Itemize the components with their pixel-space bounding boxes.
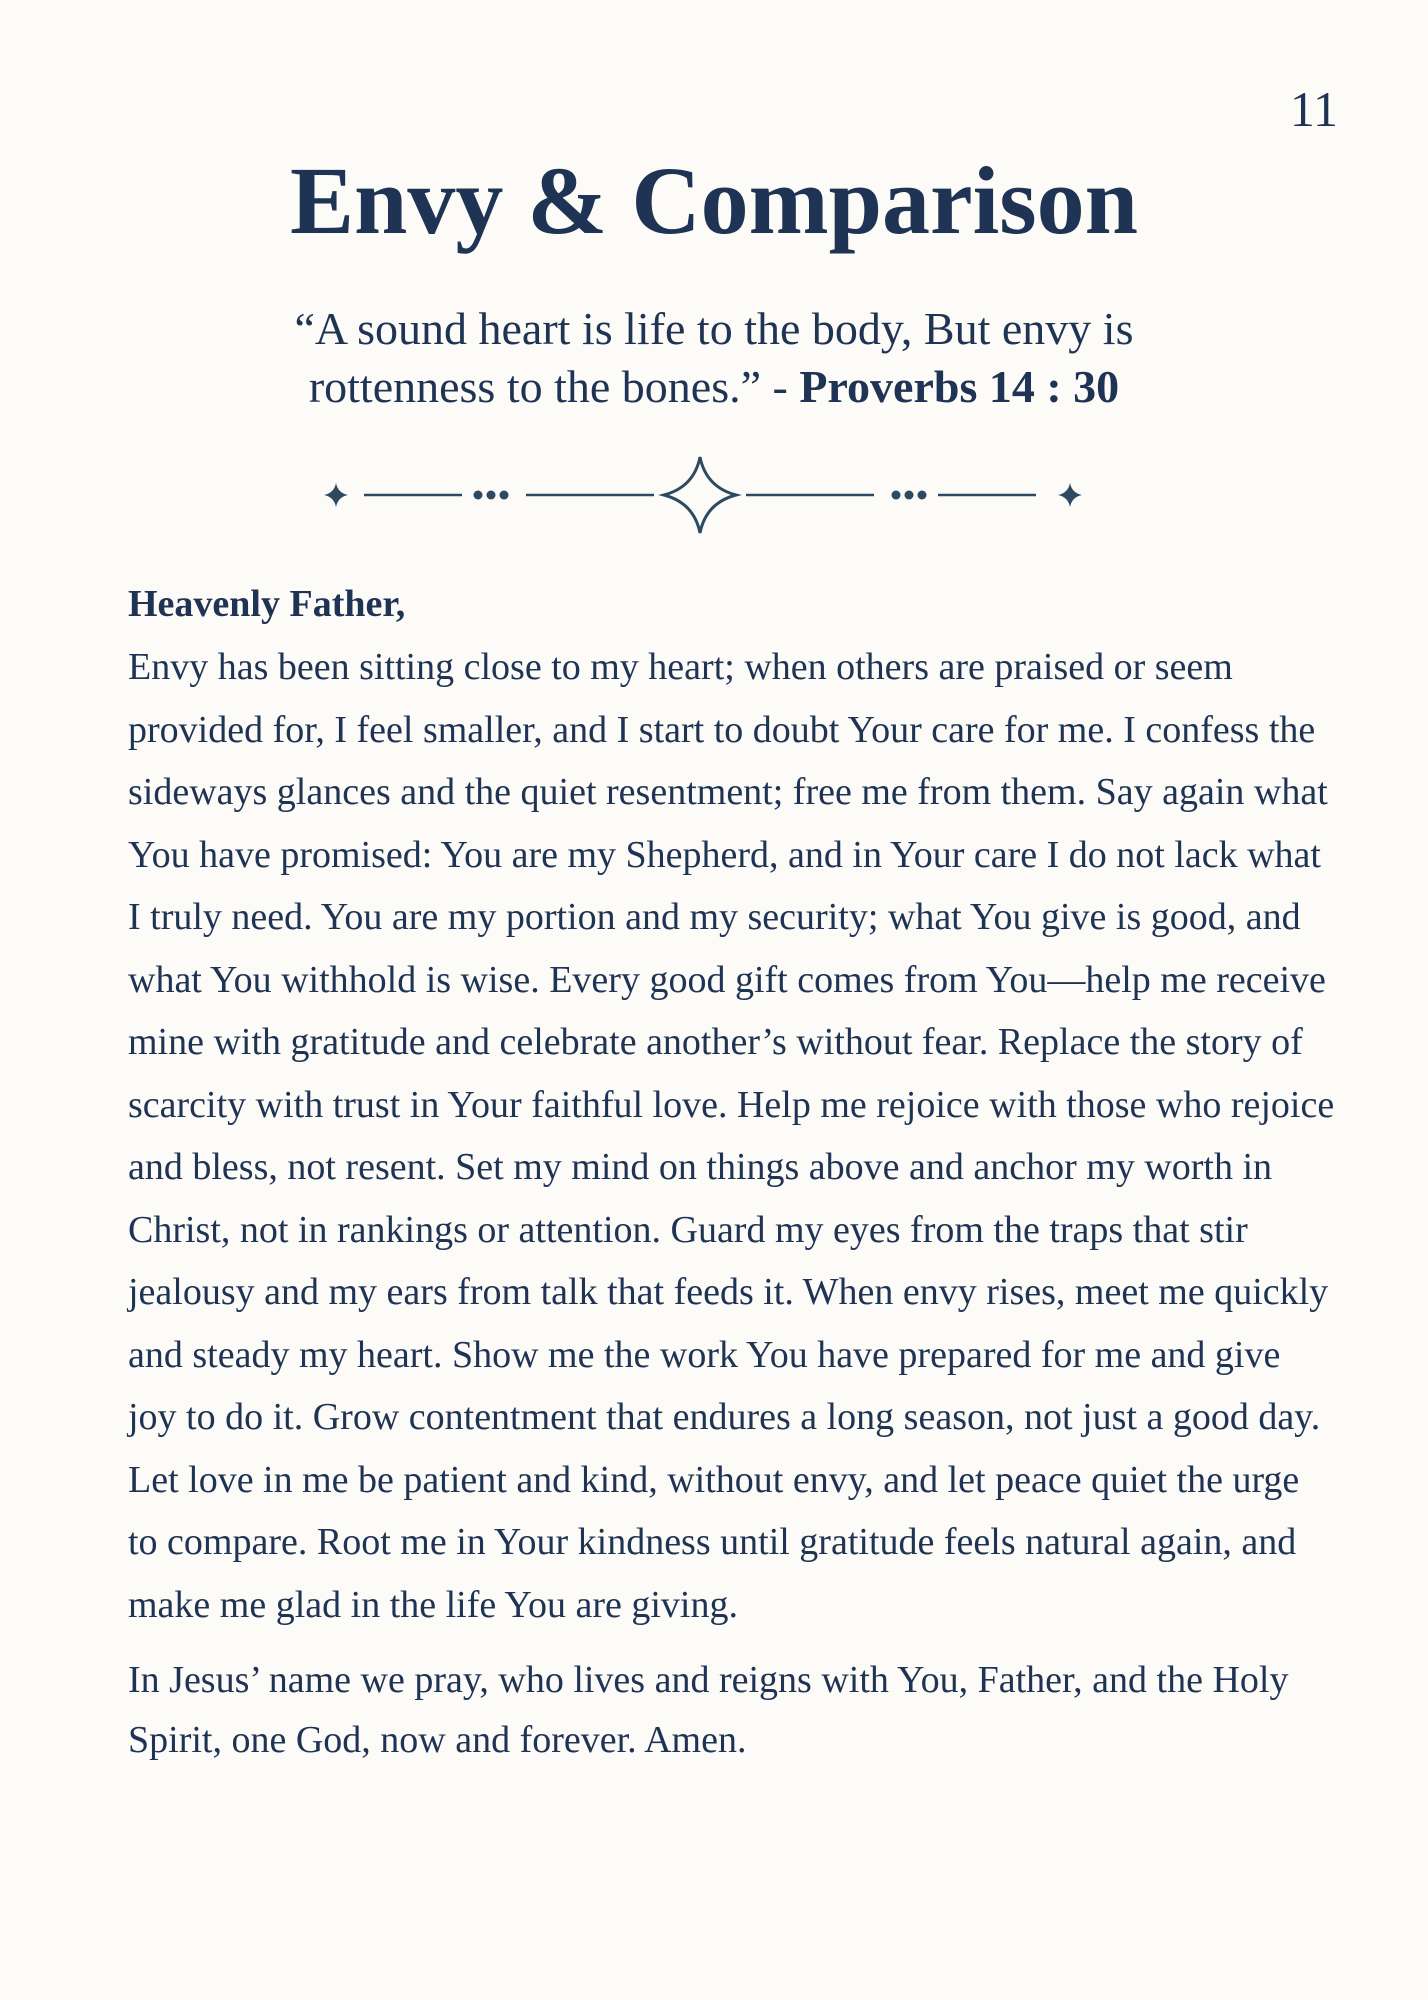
verse-reference: Proverbs 14 : 30 [799, 361, 1120, 412]
prayer-closing: In Jesus’ name we pray, who lives and reigns with You, Father, and the Holy Spirit, one God, now and forever. Amen. [128, 1659, 1289, 1761]
ornamental-divider [314, 455, 1114, 535]
bible-verse [200, 300, 1228, 416]
prayer-salutation: Heavenly Father, [128, 583, 406, 625]
sparkle-icon [1058, 483, 1082, 507]
verse-quote: “A sound heart is life to the body, But envy is rottenness to the bones.” - [294, 303, 1134, 412]
sparkle-icon [324, 483, 348, 507]
page-number: 11 [1289, 81, 1338, 137]
prayer-body: Envy has been sitting close to my heart; when others are praised or seem provided for, I feel smaller, and I start to doubt Your care for me. I confess the sideways glances and the quiet resentment; free me from them. Say again what You have promised: You are my Shepherd, and in Your care I do not lack what I truly need. You are my portion and my security; what You give is good, and what You withhold is wise. Every good gift comes from You—help me receive mine with gratitude and celebrate another’s without fear. Replace the story of scarcity with trust in Your faithful love. Help me rejoice with those who rejoice and bless, not resent. Set my mind on things above and anchor my worth in Christ, not in rankings or attention. Guard my eyes from the traps that stir jealousy and my ears from talk that feeds it. When envy rises, meet me quickly and steady my heart. Show me the work You have prepared for me and give joy to do it. Grow contentment that endures a long season, not just a good day. Let love in me be patient and kind, without envy, and let peace quiet the urge to compare. Root me in Your kindness until gratitude feels natural again, and make me glad in the life You are giving. [128, 646, 1335, 1626]
page-title: Envy & Comparison [289, 147, 1139, 254]
prayer [128, 572, 1338, 1770]
star-icon [664, 457, 736, 533]
